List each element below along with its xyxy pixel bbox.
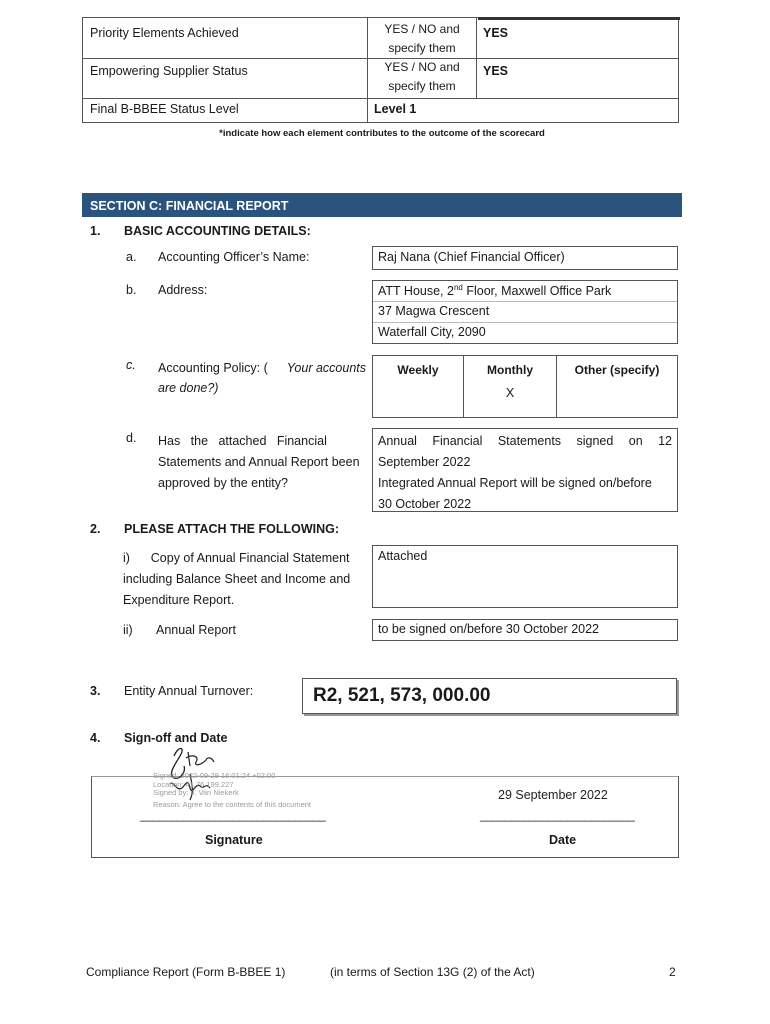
row-question-priority: YES / NO and specify them bbox=[384, 22, 460, 55]
date-caption: Date bbox=[549, 833, 577, 847]
item1c-letter: c. bbox=[126, 358, 136, 372]
afs-label: i) Copy of Annual Financial Statement including Balance Sheet and Income and Expenditure Report. bbox=[123, 551, 351, 607]
date-line: _________________________ bbox=[480, 808, 635, 822]
item1a-letter: a. bbox=[126, 250, 137, 264]
item3-number: 3. bbox=[90, 684, 101, 698]
signature-meta-reason: Reason: Agree to the contents of this document bbox=[153, 800, 312, 809]
signoff-date-value: 29 September 2022 bbox=[498, 788, 608, 802]
accounting-officer-field bbox=[372, 246, 678, 270]
row-answer-final-status: Level 1 bbox=[374, 102, 417, 116]
item1d-letter: d. bbox=[126, 431, 137, 445]
row-answer-priority: YES bbox=[483, 26, 509, 40]
annual-report-roman: ii) bbox=[123, 623, 133, 637]
item2-number: 2. bbox=[90, 522, 101, 536]
address-label: Address: bbox=[158, 283, 208, 297]
address-line2: 37 Magwa Crescent bbox=[378, 304, 490, 318]
item4-number: 4. bbox=[90, 731, 101, 745]
annual-report-field bbox=[372, 619, 678, 641]
accounting-officer-label: Accounting Officer’s Name: bbox=[158, 250, 310, 264]
address-line1: ATT House, 2nd Floor, Maxwell Office Park bbox=[378, 283, 612, 299]
policy-col-weekly: Weekly bbox=[397, 363, 439, 377]
signature-meta-signer: Signed by: J. Van Niekerk bbox=[153, 788, 239, 797]
row-label-empowering: Empowering Supplier Status bbox=[90, 64, 248, 78]
annual-report-label: Annual Report bbox=[156, 623, 236, 637]
policy-col-monthly: Monthly bbox=[487, 363, 533, 377]
approval-line2: September 2022 bbox=[378, 455, 471, 469]
address-line3: Waterfall City, 2090 bbox=[378, 325, 486, 339]
turnover-label: Entity Annual Turnover: bbox=[124, 684, 254, 698]
row-label-priority: Priority Elements Achieved bbox=[90, 26, 239, 40]
scorecard-note: *indicate how each element contributes to the outcome of the scorecard bbox=[219, 128, 545, 139]
row-question-empowering: YES / NO and specify them bbox=[384, 60, 460, 93]
row-label-final-status: Final B-BBEE Status Level bbox=[90, 102, 239, 116]
afs-field bbox=[372, 545, 678, 608]
row-answer-empowering: YES bbox=[483, 64, 509, 78]
approval-line3: Integrated Annual Report will be signed on/before bbox=[378, 476, 652, 490]
item1-number: 1. bbox=[90, 224, 101, 238]
item1b-letter: b. bbox=[126, 283, 137, 297]
address-field bbox=[372, 280, 678, 344]
accounting-policy-label: Accounting Policy: ( Your accounts are done?) bbox=[158, 361, 366, 395]
section-c-title: SECTION C: FINANCIAL REPORT bbox=[82, 193, 682, 217]
approval-label: Has the attached Financial Statements and Annual Report been approved by the entity? bbox=[158, 434, 360, 490]
approval-line4: 30 October 2022 bbox=[378, 497, 472, 511]
approval-field bbox=[372, 428, 678, 512]
item2-heading: PLEASE ATTACH THE FOLLOWING: bbox=[124, 522, 340, 536]
policy-monthly-mark: X bbox=[505, 386, 515, 400]
turnover-value: R2, 521, 573, 000.00 bbox=[302, 678, 677, 714]
approval-line1: Annual Financial Statements signed on 12 bbox=[378, 434, 672, 448]
signature-meta-date: Signed: 2022-09-29 16:01:24 +02:00 bbox=[153, 771, 276, 780]
footer-form-name: Compliance Report (Form B-BBEE 1) bbox=[86, 965, 286, 979]
policy-col-other: Other (specify) bbox=[574, 363, 660, 377]
item1-heading: BASIC ACCOUNTING DETAILS: bbox=[124, 224, 311, 238]
accounting-officer-value: Raj Nana (Chief Financial Officer) bbox=[378, 250, 565, 264]
footer-section-ref: (in terms of Section 13G (2) of the Act) bbox=[330, 965, 535, 979]
signature-meta-location: Location: 41.76.199.227 bbox=[153, 780, 234, 789]
annual-report-value: to be signed on/before 30 October 2022 bbox=[378, 622, 599, 636]
signature-caption: Signature bbox=[205, 833, 263, 847]
signature-line: ______________________________ bbox=[140, 808, 326, 822]
signoff-heading: Sign-off and Date bbox=[124, 731, 228, 745]
accounting-policy-table bbox=[372, 355, 678, 418]
afs-value: Attached bbox=[378, 549, 428, 563]
page-number: 2 bbox=[669, 965, 676, 979]
